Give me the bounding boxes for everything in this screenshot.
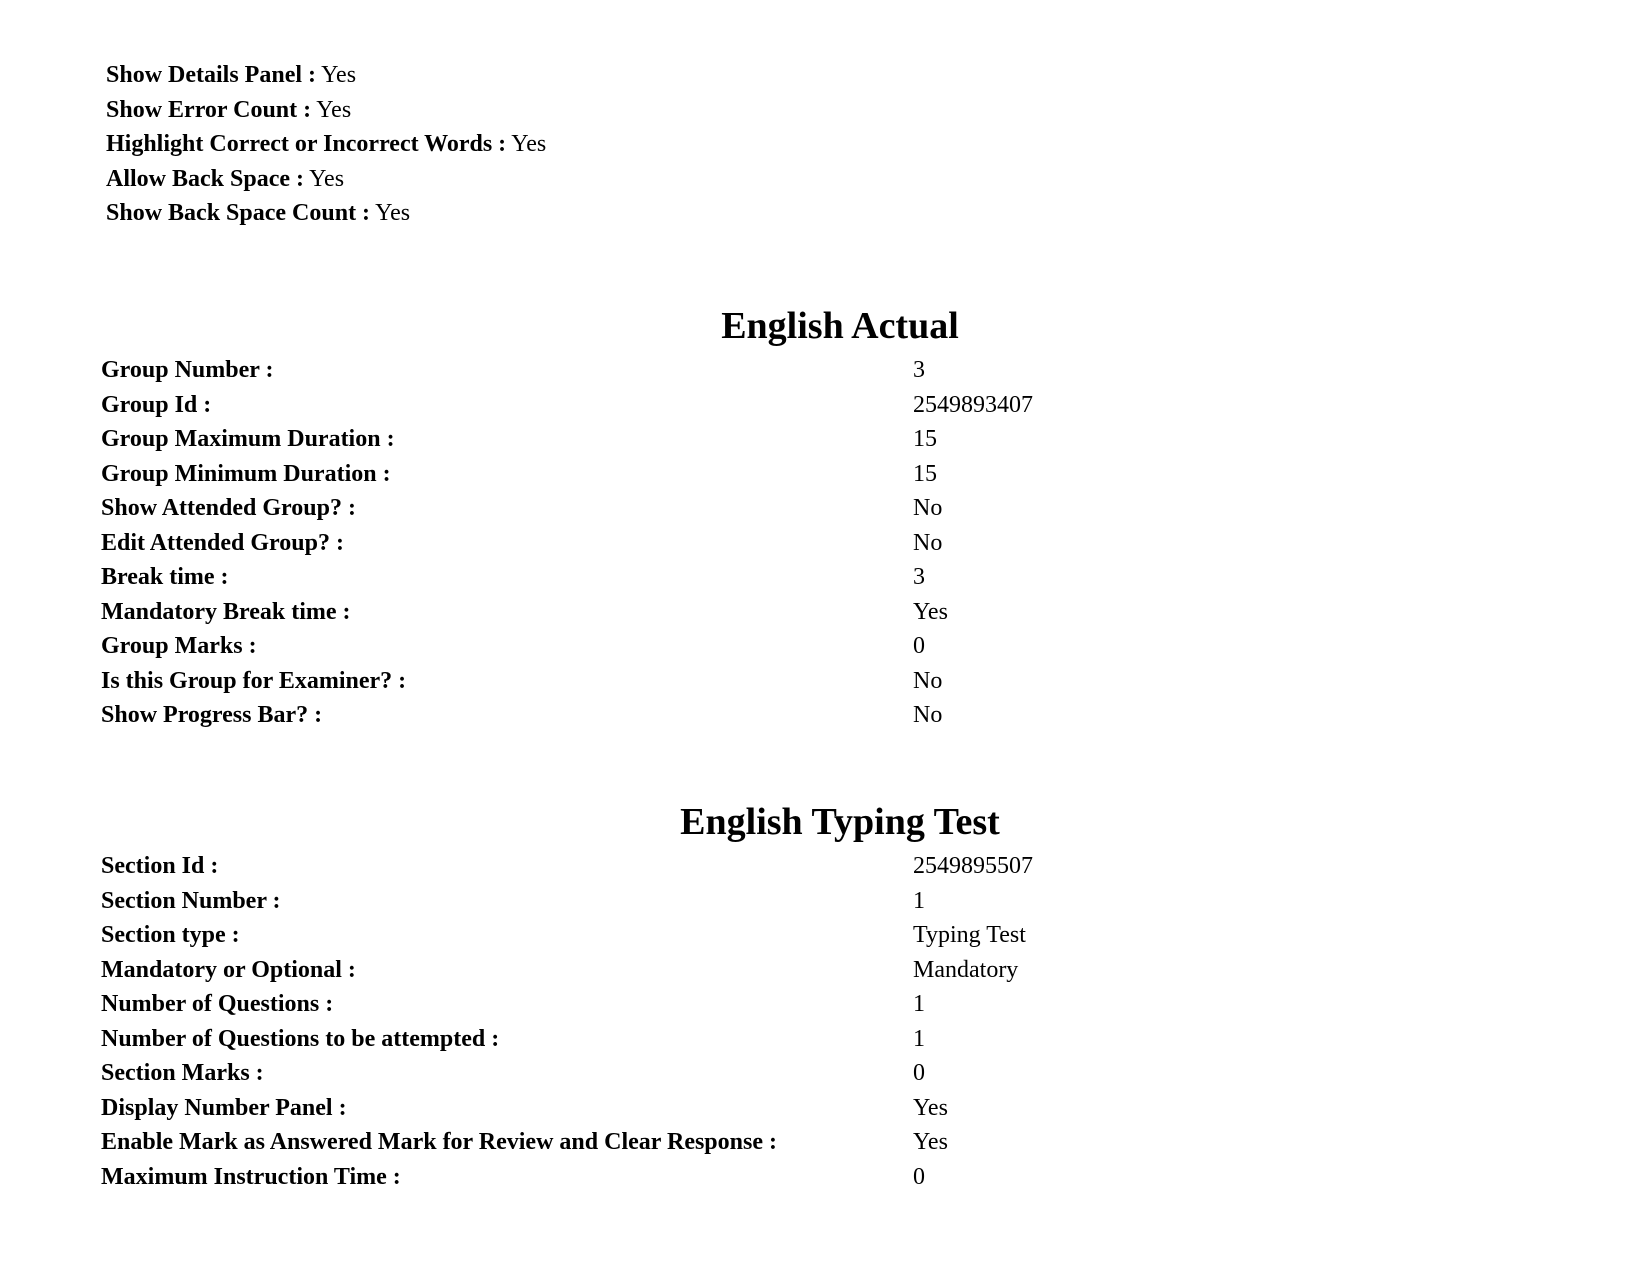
section-detail-row	[101, 1056, 925, 1091]
detail-value: 1	[913, 991, 925, 1017]
detail-label: Enable Mark as Answered Mark for Review and Clear Response :	[101, 1129, 777, 1155]
group-detail-row	[101, 526, 943, 561]
group-detail-row	[101, 560, 925, 595]
detail-value: 3	[913, 564, 925, 590]
option-label: Show Details Panel :	[106, 62, 316, 88]
detail-value: Mandatory	[913, 956, 1019, 983]
option-value: Yes	[316, 96, 352, 123]
section-details-table	[101, 849, 1033, 1194]
detail-value: 2549893407	[913, 391, 1033, 418]
section-title: English Typing Test	[680, 801, 1000, 843]
detail-label: Group Minimum Duration :	[101, 460, 391, 487]
detail-label: Section Id :	[101, 853, 219, 879]
option-row	[106, 196, 546, 231]
group-detail-row	[101, 698, 943, 733]
group-detail-row	[101, 629, 925, 664]
group-detail-row	[101, 491, 943, 526]
detail-value: 2549895507	[913, 853, 1033, 879]
detail-value: 0	[913, 633, 925, 659]
detail-value: Typing Test	[913, 922, 1026, 948]
detail-value: 1	[913, 1025, 925, 1052]
detail-label: Show Progress Bar? :	[101, 702, 323, 728]
detail-label: Maximum Instruction Time :	[101, 1163, 401, 1190]
detail-value: 1	[913, 887, 925, 914]
option-value: Yes	[321, 62, 357, 88]
detail-value: No	[913, 702, 943, 728]
section-detail-row	[101, 987, 925, 1022]
group-detail-row	[101, 422, 937, 457]
detail-value: 0	[913, 1163, 925, 1190]
group-details-table	[101, 353, 1033, 733]
group-detail-row	[101, 353, 925, 388]
detail-label: Number of Questions :	[101, 991, 334, 1017]
detail-label: Show Attended Group? :	[101, 495, 356, 521]
detail-value: 15	[913, 460, 937, 487]
detail-label: Mandatory or Optional :	[101, 956, 356, 983]
option-value: Yes	[309, 165, 345, 192]
section-detail-row	[101, 1022, 925, 1057]
detail-value: No	[913, 667, 943, 694]
detail-value: 0	[913, 1060, 925, 1086]
detail-label: Group Marks :	[101, 633, 257, 659]
section-detail-row	[101, 953, 1019, 988]
section-detail-row	[101, 1125, 948, 1160]
group-detail-row	[101, 457, 937, 492]
typing-options-list	[106, 58, 546, 231]
detail-label: Number of Questions to be attempted :	[101, 1025, 500, 1052]
option-value: Yes	[511, 131, 547, 157]
detail-value: No	[913, 529, 943, 556]
option-row	[106, 93, 546, 128]
option-row	[106, 162, 546, 197]
group-detail-row	[101, 664, 943, 699]
option-label: Highlight Correct or Incorrect Words :	[106, 131, 507, 157]
section-detail-row	[101, 849, 1033, 884]
section-detail-row	[101, 1160, 925, 1195]
detail-label: Group Maximum Duration :	[101, 426, 395, 452]
detail-label: Edit Attended Group? :	[101, 529, 344, 556]
detail-label: Section Number :	[101, 887, 281, 914]
detail-value: No	[913, 495, 943, 521]
section-detail-row	[101, 918, 1026, 953]
detail-value: Yes	[913, 1129, 948, 1155]
detail-label: Group Id :	[101, 391, 212, 418]
option-label: Show Error Count :	[106, 96, 312, 123]
group-detail-row	[101, 388, 1033, 423]
detail-value: 3	[913, 357, 925, 383]
group-detail-row	[101, 595, 948, 630]
detail-label: Group Number :	[101, 357, 274, 383]
detail-label: Section Marks :	[101, 1060, 264, 1086]
detail-label: Is this Group for Examiner? :	[101, 667, 407, 694]
option-row	[106, 58, 546, 93]
section-detail-row	[101, 1091, 948, 1126]
section-detail-row	[101, 884, 925, 919]
detail-value: 15	[913, 426, 937, 452]
detail-label: Display Number Panel :	[101, 1094, 347, 1121]
group-title: English Actual	[721, 305, 959, 347]
detail-label: Break time :	[101, 564, 229, 590]
option-value: Yes	[375, 200, 411, 226]
detail-label: Section type :	[101, 922, 240, 948]
option-row	[106, 127, 546, 162]
detail-value: Yes	[913, 1094, 948, 1121]
detail-value: Yes	[913, 598, 948, 625]
option-label: Allow Back Space :	[106, 165, 304, 192]
option-label: Show Back Space Count :	[106, 200, 371, 226]
detail-label: Mandatory Break time :	[101, 598, 351, 625]
